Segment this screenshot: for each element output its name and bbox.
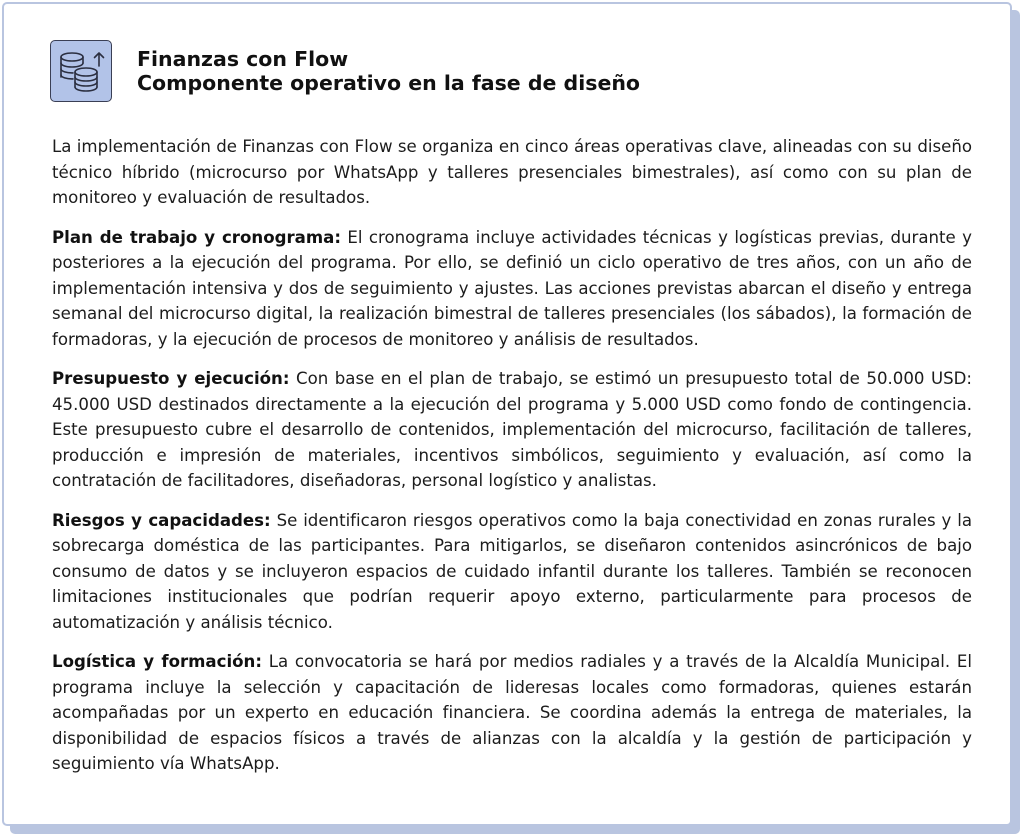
section-heading: Presupuesto y ejecución: <box>52 369 290 388</box>
section-heading: Riesgos y capacidades: <box>52 510 271 530</box>
page-title: Finanzas con Flow <box>137 47 349 71</box>
section-text: Se identificaron riesgos operativos como la baja conectividad en zonas rurales y la sobrecarga doméstica de las participantes. Para mitigarlos, se diseñaron contenidos asincrónicos de bajo consumo de datos y se incluyeron espacios de cuidado infantil durante los talleres. También se reconocen limitaciones institucionales que podrían requerir apoyo externo, particularmente para procesos de automatización y análisis técnico. <box>52 510 973 632</box>
section-text: El cronograma incluye actividades técnicas y logísticas previas, durante y posteriores a la ejecución del programa. Por ello, se definió un ciclo operativo de tres años, con un año de implementación intensiva y dos de seguimiento y ajustes. Las acciones previstas abarcan el diseño y entrega semanal del microcurso digital, la realización bimestral de talleres presenciales (los sábados), la formación de formadoras, y la ejecución de procesos de monitoreo y análisis de resultados. <box>52 227 972 349</box>
section-risks <box>52 508 972 636</box>
body-text <box>52 134 972 791</box>
coins-stack-upload-icon <box>50 40 112 102</box>
page-subtitle: Componente operativo en la fase de diseño <box>137 71 641 95</box>
section-heading: Plan de trabajo y cronograma: <box>52 227 341 247</box>
section-plan <box>52 225 972 353</box>
section-text: La convocatoria se hará por medios radiales y a través de la Alcaldía Municipal. El programa incluye la selección y capacitación de lideresas locales como formadoras, quienes estarán acompañadas por un experto en educación financiera. Se coordina además la entrega de materiales, la disponibilidad de espacios físicos a través de alianzas con la alcaldía y la gestión de participación y seguimiento vía WhatsApp. <box>52 652 972 773</box>
section-budget <box>52 366 972 494</box>
header <box>50 40 640 102</box>
section-text: Con base en el plan de trabajo, se estimó un presupuesto total de 50.000 USD: 45.000 USD destinados directamente a la ejecución del programa y 5.000 USD como fondo de contingencia. Este presupuesto cubre el desarrollo de contenidos, implementación del microcurso, facilitación de talleres, producción e impresión de materiales, incentivos simbólicos, seguimiento y evaluación, así como la contratación de facilitadores, diseñadoras, personal logístico y analistas. <box>52 369 972 490</box>
section-heading: Logística y formación: <box>52 652 263 671</box>
header-titles <box>137 47 640 95</box>
section-logistics <box>52 649 972 777</box>
intro-paragraph: La implementación de Finanzas con Flow se organiza en cinco áreas operativas clave, alineadas con su diseño técnico híbrido (microcurso por WhatsApp y talleres presenciales bimestrales), así como con su plan de monitoreo y evaluación de resultados. <box>52 137 972 207</box>
content-card <box>2 2 1012 826</box>
